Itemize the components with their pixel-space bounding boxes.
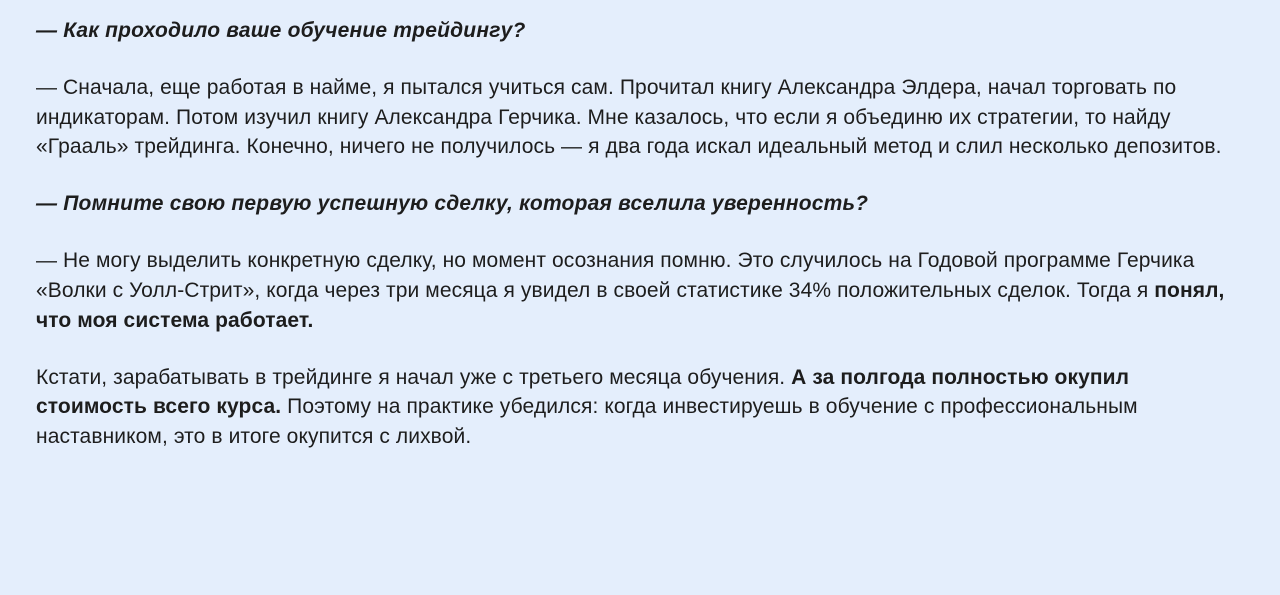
- text-run: Поэтому на практике убедился: когда инвестируешь в обучение с профессиональным наставником, это в итоге окупится с лихвой.: [36, 395, 1138, 449]
- interview-answer: [36, 363, 1240, 452]
- interview-answer: [36, 73, 1240, 162]
- text-run: — Как проходило ваше обучение трейдингу?: [36, 19, 526, 42]
- text-run: А за полгода полностью окупил стоимость всего курса.: [36, 365, 1130, 419]
- interview-answer: [36, 246, 1240, 335]
- text-run: понял, что моя система работает.: [36, 278, 1225, 332]
- text-run: — Помните свою первую успешную сделку, которая вселила уверенность?: [36, 192, 869, 216]
- text-run: — Сначала, еще работая в найме, я пытался учиться сам. Прочитал книгу Александра Элдера, начал торговать по индикаторам. Потом изучил книгу Александра Герчика. Мне казалось, что если я объединю их стратегии, то найду «Грааль» трейдинга. Конечно, ничего не получилось — я два года искал идеальный метод и слил несколько депозитов.: [36, 75, 1222, 159]
- interview-question: [36, 16, 1240, 46]
- interview-question: [36, 189, 1240, 219]
- text-run: Кстати, зарабатывать в трейдинге я начал уже с третьего месяца обучения.: [36, 365, 792, 389]
- text-run: — Не могу выделить конкретную сделку, но момент осознания помню. Это случилось на Годовой программе Герчика «Волки с Уолл-Стрит», когда через три месяца я увидел в своей статистике 34% положительных сделок. Тогда я: [36, 249, 1195, 302]
